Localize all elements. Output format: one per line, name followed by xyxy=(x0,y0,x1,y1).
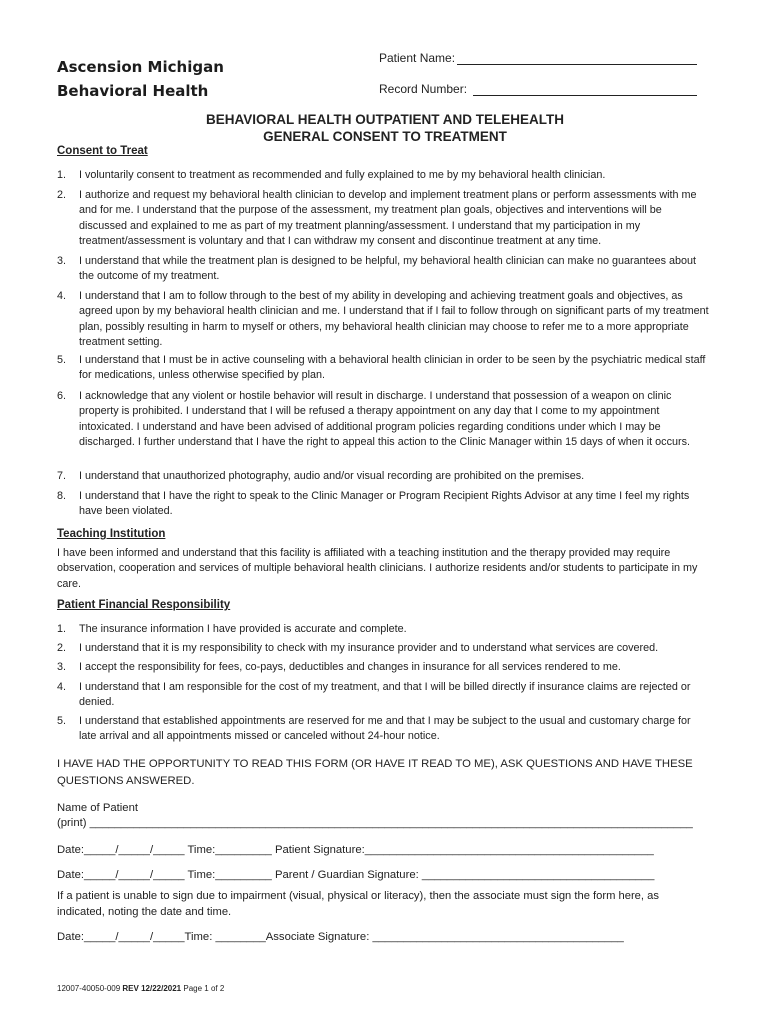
record-number-field[interactable] xyxy=(379,82,467,96)
consent-heading: Consent to Treat xyxy=(57,145,148,157)
item-text: I understand that it is my responsibility to check with my insurance provider and to understand what services are covered. xyxy=(79,642,659,654)
item-text: I understand that I am responsible for the cost of my treatment, and that I will be billed directly if insurance claims are rejected or denied. xyxy=(79,681,691,709)
patient-name-field[interactable] xyxy=(379,51,455,65)
teaching-heading: Teaching Institution xyxy=(57,528,166,540)
financial-heading: Patient Financial Responsibility xyxy=(57,599,231,611)
patient-name-line[interactable] xyxy=(457,64,697,65)
item-number: 1. xyxy=(57,623,67,635)
record-number-line[interactable] xyxy=(473,95,697,96)
item-number: 2. xyxy=(57,189,67,201)
patient-name-label: Patient Name: xyxy=(379,51,456,65)
item-number: 8. xyxy=(57,490,67,502)
organization-name xyxy=(57,55,224,103)
patient-name-print-field[interactable]: (print) ________________________________________________________________________________________________ xyxy=(57,817,693,829)
form-footer xyxy=(57,984,224,993)
teaching-text: I have been informed and understand that this facility is affiliated with a teaching institution and the therapy provided may require observation, cooperation and services of multiple behavioral health clinicians. I authorize residents and/or students to participate in my care. xyxy=(57,547,698,590)
associate-signature-line[interactable]: Date:_____/_____/_____Time: ________Associate Signature: ________________________________________ xyxy=(57,931,624,943)
impairment-note: If a patient is unable to sign due to impairment (visual, physical or literacy), then the associate must sign the form here, as indicated, noting the date and time. xyxy=(57,890,659,918)
item-number: 2. xyxy=(57,642,67,654)
item-text: I understand that I have the right to speak to the Clinic Manager or Program Recipient Rights Advisor at any time I feel my rights have been violated. xyxy=(79,490,690,518)
item-number: 5. xyxy=(57,715,67,727)
title-line-2: GENERAL CONSENT TO TREATMENT xyxy=(263,129,507,144)
item-text: I understand that while the treatment plan is designed to be helpful, my behavioral health clinician can make no guarantees about the outcome of my treatment. xyxy=(79,255,697,283)
item-text: I acknowledge that any violent or hostile behavior will result in discharge. I understand that possession of a weapon on clinic property is prohibited. I understand that I will be refused a therapy appointment on any day that I come to my appointment intoxicated. I understand and have been advised of additional program policies regarding conditions under which I may be discharged. I further understand that I have the right to appeal this action to the Clinic Manager within 15 days of when it occurs. xyxy=(79,390,690,448)
item-text: I understand that I am to follow through to the best of my ability in developing and achieving treatment goals and objectives, as agreed upon by my behavioral health clinician and me. I understand that if I fail to follow through on significant parts of my treatment plan, possibly resulting in harm to myself or others, my behavioral health clinician may choose to refer me to a more appropriate treatment setting. xyxy=(79,290,709,348)
record-number-label: Record Number: xyxy=(379,82,468,96)
item-text: I understand that I must be in active counseling with a behavioral health clinician in order to be seen by the psychiatric medical staff for medications, unless otherwise specified by plan. xyxy=(79,354,706,382)
org-line-2: Behavioral Health xyxy=(57,82,209,100)
item-text: I understand that established appointments are reserved for me and that I may be subject to the usual and customary charge for late arrival and all appointments missed or canceled without 24-hour notice. xyxy=(79,715,691,743)
patient-name-print-label: Name of Patient xyxy=(57,802,139,814)
item-text: I accept the responsibility for fees, co-pays, deductibles and changes in insurance for all services rendered to me. xyxy=(79,661,621,673)
item-text: I voluntarily consent to treatment as recommended and fully explained to me by my behavioral health clinician. xyxy=(79,169,606,181)
form-revision: REV 12/22/2021 xyxy=(122,984,182,993)
org-line-1: Ascension Michigan xyxy=(57,58,224,76)
item-number: 6. xyxy=(57,390,67,402)
title-line-1: BEHAVIORAL HEALTH OUTPATIENT AND TELEHEALTH xyxy=(206,112,564,127)
item-text: I understand that unauthorized photography, audio and/or visual recording are prohibited on the premises. xyxy=(79,470,585,482)
item-number: 4. xyxy=(57,290,67,302)
item-number: 3. xyxy=(57,661,67,673)
patient-signature-line[interactable]: Date:_____/_____/_____ Time:_________ Patient Signature:______________________________________________ xyxy=(57,844,654,856)
item-number: 3. xyxy=(57,255,67,267)
page-number: Page 1 of 2 xyxy=(183,984,225,993)
item-text: The insurance information I have provided is accurate and complete. xyxy=(79,623,407,635)
item-text: I authorize and request my behavioral health clinician to develop and implement treatment plans or perform assessments with me and for me. I understand that the purpose of the assessment, my treatment plan goals, objectives and interventions will be discussed and explained to me as part of my treatment planning/assessment. I understand that my participation in my treatment/assessment is voluntary and that I can withdraw my consent and discontinue treatment at any time. xyxy=(79,189,697,247)
item-number: 5. xyxy=(57,354,67,366)
form-code: 12007-40050-009 xyxy=(57,984,121,993)
guardian-signature-line[interactable]: Date:_____/_____/_____ Time:_________ Parent / Guardian Signature: _____________________________________ xyxy=(57,869,655,881)
document-title xyxy=(0,111,770,145)
acknowledgement-text: I HAVE HAD THE OPPORTUNITY TO READ THIS FORM (OR HAVE IT READ TO ME), ASK QUESTIONS AND HAVE THESE QUESTIONS ANSWERED. xyxy=(57,758,693,787)
item-number: 7. xyxy=(57,470,67,482)
item-number: 1. xyxy=(57,169,67,181)
item-number: 4. xyxy=(57,681,67,693)
